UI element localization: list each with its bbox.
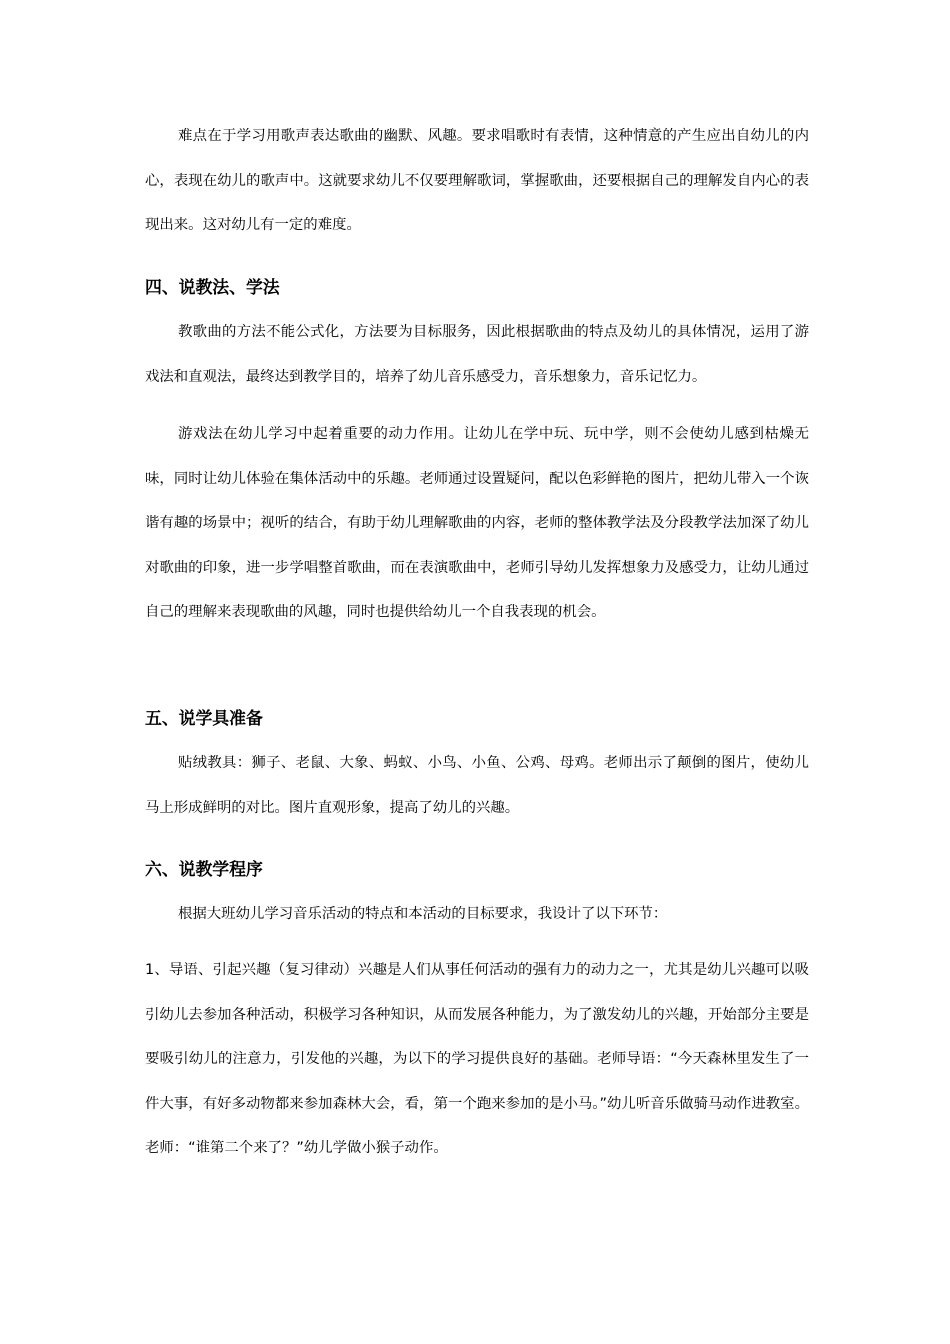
paragraph-methods: 教歌曲的方法不能公式化，方法要为目标服务，因此根据歌曲的特点及幼儿的具体情况，运用了游戏法和直观法，最终达到教学目的，培养了幼儿音乐感受力，音乐想象力，音乐记忆力。 bbox=[145, 324, 809, 385]
paragraph-difficulty: 难点在于学习用歌声表达歌曲的幽默、风趣。要求唱歌时有表情，这种情意的产生应出自幼儿的内心，表现在幼儿的歌声中。这就要求幼儿不仅要理解歌词，掌握歌曲，还要根据自己的理解发自内心的表现出来。这对幼儿有一定的难度。 bbox=[145, 128, 809, 233]
paragraph-materials: 贴绒教具：狮子、老鼠、大象、蚂蚁、小鸟、小鱼、公鸡、母鸡。老师出示了颠倒的图片，使幼儿马上形成鲜明的对比。图片直观形象，提高了幼儿的兴趣。 bbox=[145, 755, 809, 816]
heading-teaching-methods: 四、说教法、学法 bbox=[145, 277, 280, 297]
heading-materials: 五、说学具准备 bbox=[145, 708, 263, 728]
heading-procedure: 六、说教学程序 bbox=[145, 859, 263, 879]
paragraph-procedure-intro: 根据大班幼儿学习音乐活动的特点和本活动的目标要求，我设计了以下环节： bbox=[178, 906, 668, 922]
paragraph-step-1: 1、导语、引起兴趣（复习律动）兴趣是人们从事任何活动的强有力的动力之一，尤其是幼儿兴趣可以吸引幼儿去参加各种活动，积极学习各种知识，从而发展各种能力，为了激发幼儿的兴趣，开始部分主要是要吸引幼儿的注意力，引发他的兴趣，为以下的学习提供良好的基础。老师导语：“今天森林里发生了一件大事，有好多动物都来参加森林大会，看，第一个跑来参加的是小马。”幼儿听音乐做骑马动作进教室。老师：“谁第二个来了？”幼儿学做小猴子动作。 bbox=[145, 962, 809, 1156]
paragraph-game-method: 游戏法在幼儿学习中起着重要的动力作用。让幼儿在学中玩、玩中学，则不会使幼儿感到枯燥无味，同时让幼儿体验在集体活动中的乐趣。老师通过设置疑问，配以色彩鲜艳的图片，把幼儿带入一个诙谐有趣的场景中；视听的结合，有助于幼儿理解歌曲的内容，老师的整体教学法及分段教学法加深了幼儿对歌曲的印象，进一步学唱整首歌曲，而在表演歌曲中，老师引导幼儿发挥想象力及感受力，让幼儿通过自己的理解来表现歌曲的风趣，同时也提供给幼儿一个自我表现的机会。 bbox=[145, 426, 809, 620]
